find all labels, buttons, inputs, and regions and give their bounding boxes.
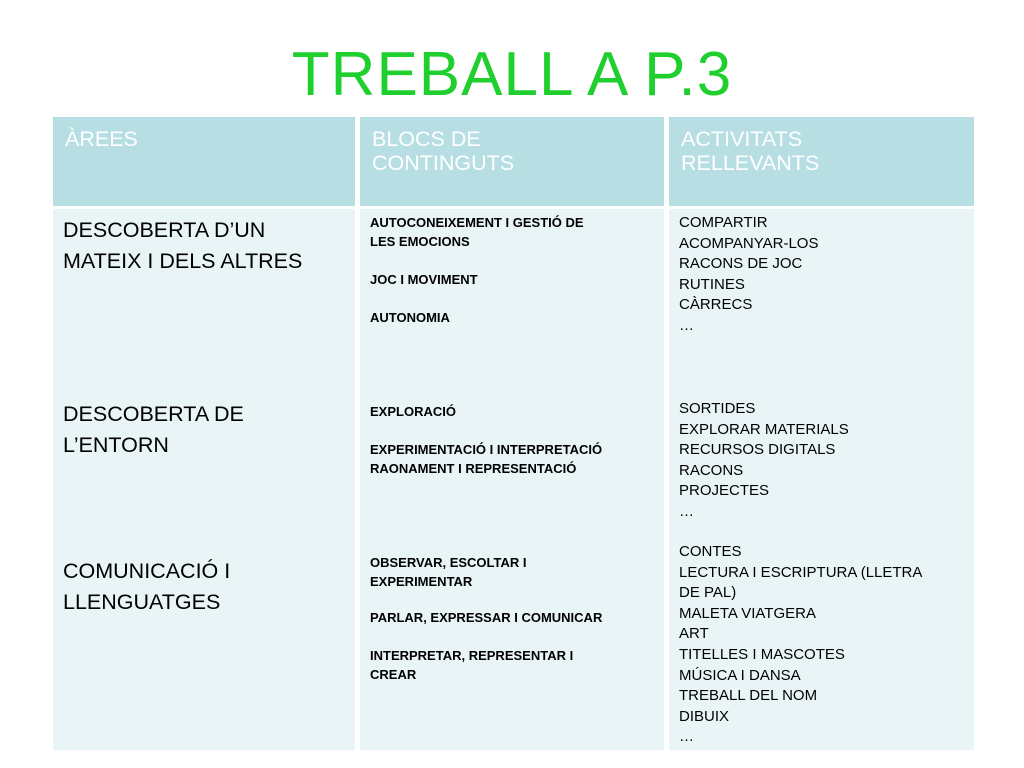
header-activitats-label: ACTIVITATS RELLEVANTS [681, 127, 820, 175]
bloc-item: PARLAR, EXPRESSAR I COMUNICAR [370, 610, 603, 625]
header-blocs-label: BLOCS DE CONTINGUTS [372, 127, 515, 175]
bloc-item: EXPERIMENTACIÓ I INTERPRETACIÓ RAONAMENT I REPRESENTACIÓ [370, 442, 603, 476]
area-item: COMUNICACIÓ I LLENGUATGES [63, 559, 231, 614]
page-title: TREBALL A P.3 [291, 40, 733, 109]
body-cell-activitats [669, 209, 974, 750]
body-cell-areas [53, 209, 355, 750]
header-cell-blocs [360, 117, 664, 206]
bloc-item: AUTOCONEIXEMENT I GESTIÓ DE LES EMOCIONS [370, 215, 584, 249]
header-cell-areas [53, 117, 355, 206]
bloc-item: AUTONOMIA [370, 310, 450, 325]
area-item: DESCOBERTA D’UN MATEIX I DELS ALTRES [63, 218, 303, 273]
header-areas-label: ÀREES [65, 127, 138, 151]
content-table [53, 117, 974, 750]
body-cell-blocs [360, 209, 664, 750]
bloc-item: EXPLORACIÓ [370, 404, 456, 419]
activitats-group: CONTES LECTURA I ESCRIPTURA (LLETRA DE PAL) MALETA VIATGERA ART TITELLES I MASCOTES MÚSICA I DANSA TREBALL DEL NOM DIBUIX … [679, 543, 923, 746]
bloc-item: JOC I MOVIMENT [370, 272, 478, 287]
bloc-item: OBSERVAR, ESCOLTAR I EXPERIMENTAR [370, 555, 527, 589]
area-item: DESCOBERTA DE L’ENTORN [63, 402, 244, 457]
header-cell-activitats [669, 117, 974, 206]
activitats-group: COMPARTIR ACOMPANYAR-LOS RACONS DE JOC RUTINES CÀRRECS … [679, 214, 819, 334]
activitats-group: SORTIDES EXPLORAR MATERIALS RECURSOS DIGITALS RACONS PROJECTES … [679, 400, 849, 520]
bloc-item: INTERPRETAR, REPRESENTAR I CREAR [370, 648, 574, 682]
